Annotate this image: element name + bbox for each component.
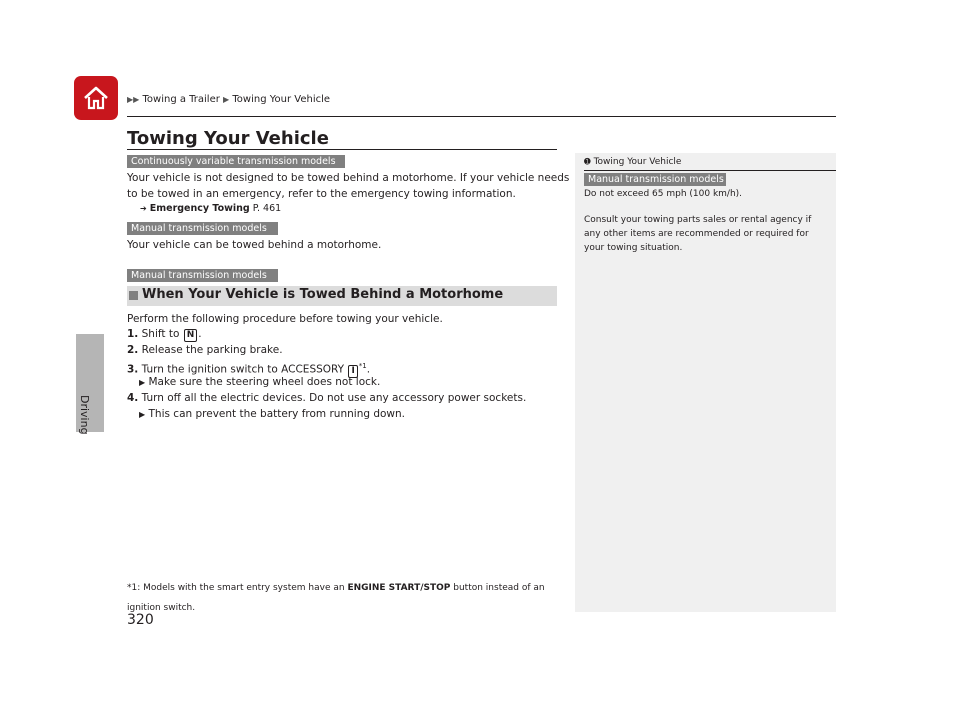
side-panel-divider: [584, 170, 836, 171]
footnote: *1: Models with the smart entry system have an ENGINE START/STOP button instead of an ignition switch.: [127, 583, 545, 613]
step-3: 3. Turn the ignition switch to ACCESSORY I $^{*1}$.: [127, 362, 371, 376]
side-note-line-1: Consult your towing parts sales or rental agency if: [584, 215, 812, 225]
manual-models-tag: Manual transmission models: [127, 222, 278, 235]
side-note-line-3: your towing situation.: [584, 243, 683, 253]
page-title: Towing Your Vehicle: [127, 128, 329, 149]
emergency-towing-reference[interactable]: ➔ Emergency Towing P. 461: [140, 203, 282, 214]
breadcrumb-arrow-icon: ▶▶: [127, 95, 140, 104]
step-4: 4. Turn off all the electric devices. Do not use any accessory power sockets.: [127, 392, 527, 404]
header-divider: [127, 116, 836, 117]
manual-models-tag: Manual transmission models: [584, 173, 726, 186]
section-heading: When Your Vehicle is Towed Behind a Motorhome: [142, 287, 504, 302]
home-button[interactable]: [74, 76, 118, 120]
step-2: 2. Release the parking brake.: [127, 344, 283, 356]
sub-arrow-icon: ▶: [139, 378, 146, 387]
page-number: 320: [127, 612, 154, 628]
procedure-intro: Perform the following procedure before towing your vehicle.: [127, 313, 443, 325]
home-icon: [81, 83, 111, 113]
neutral-key-icon: N: [184, 329, 198, 342]
side-panel-heading: ➊ Towing Your Vehicle: [584, 157, 682, 167]
sub-arrow-icon: ▶: [139, 410, 146, 419]
section-square-icon: [129, 291, 138, 300]
breadcrumb-current: Towing Your Vehicle: [232, 94, 331, 105]
manual-towing-text: Your vehicle can be towed behind a motorhome.: [127, 239, 382, 251]
footnote-marker: *1: [358, 362, 367, 370]
manual-models-tag: Manual transmission models: [127, 269, 278, 282]
speed-limit-note: Do not exceed 65 mph (100 km/h).: [584, 189, 743, 199]
reference-arrow-icon: ➔: [140, 204, 147, 213]
chapter-tab-label: Driving: [78, 395, 91, 435]
title-divider: [127, 149, 557, 150]
section-heading-bar: [127, 286, 557, 306]
note-marker-icon: ➊: [584, 157, 591, 166]
intro-line-2: to be towed in an emergency, refer to the emergency towing information.: [127, 188, 516, 200]
accessory-key-icon: I: [348, 365, 357, 378]
step-1: 1. Shift to N .: [127, 328, 202, 340]
side-note-line-2: any other items are recommended or required for: [584, 229, 809, 239]
breadcrumb-parent-link[interactable]: Towing a Trailer: [142, 94, 220, 105]
step-4-sub: ▶ This can prevent the battery from running down.: [139, 408, 406, 420]
intro-line-1: Your vehicle is not designed to be towed behind a motorhome. If your vehicle needs: [127, 172, 570, 184]
breadcrumb: [127, 94, 330, 105]
step-3-sub: ▶ Make sure the steering wheel does not lock.: [139, 376, 381, 388]
cvt-models-tag: Continuously variable transmission models: [127, 155, 345, 168]
breadcrumb-arrow-icon: ▶: [223, 95, 230, 104]
